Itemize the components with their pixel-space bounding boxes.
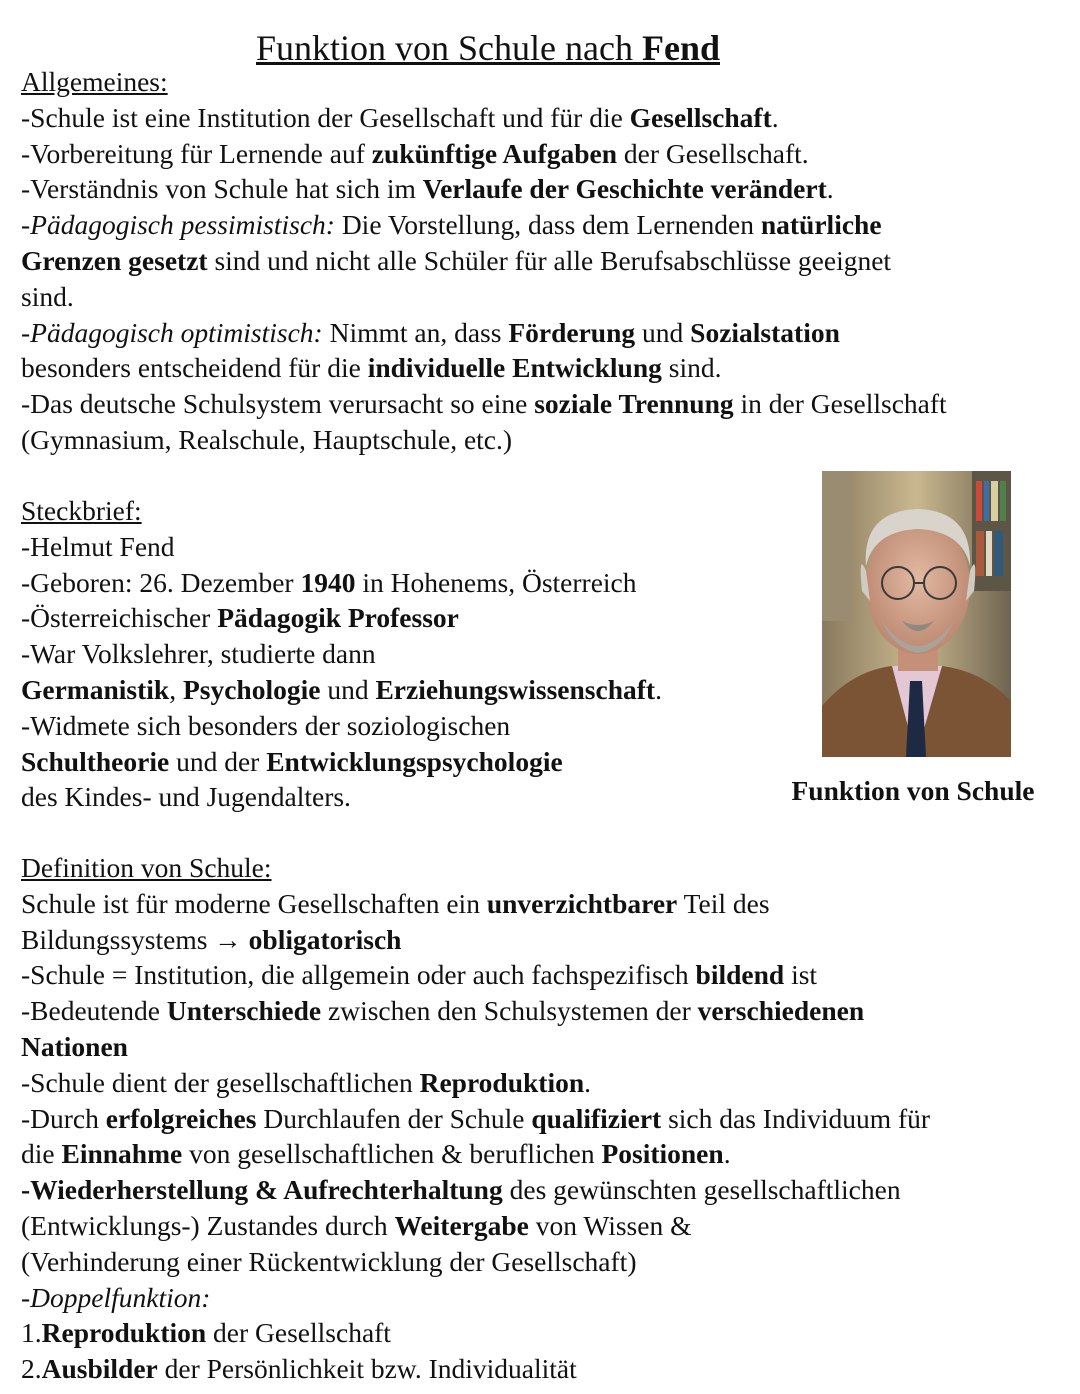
list-item: 1.Reproduktion der Gesellschaft <box>21 1317 391 1349</box>
text-line: Germanistik, Psychologie und Erziehungswissenschaft. <box>21 673 662 705</box>
section-steckbrief <box>21 493 781 815</box>
text-line: sind. <box>21 280 74 312</box>
text-line: -Österreichischer Pädagogik Professor <box>21 602 459 634</box>
section-allgemeines <box>21 64 1073 458</box>
portrait-photo <box>822 471 1011 757</box>
text-line: besonders entscheidend für die individuelle Entwicklung sind. <box>21 352 722 384</box>
text-line: -Doppelfunktion: <box>21 1281 211 1313</box>
text-line: -Wiederherstellung & Aufrechterhaltung des gewünschten gesellschaftlichen <box>21 1174 901 1206</box>
text-line: Schultheorie und der Entwicklungspsychologie <box>21 745 563 777</box>
text-line: des Kindes- und Jugendalters. <box>21 781 351 813</box>
text-line: Nationen <box>21 1030 128 1062</box>
section-definition <box>21 850 1073 1387</box>
text-line: -Vorbereitung für Lernende auf zukünftige Aufgaben der Gesellschaft. <box>21 137 809 169</box>
text-line: -Pädagogisch pessimistisch: Die Vorstellung, dass dem Lernenden natürliche <box>21 209 882 241</box>
text-line: Schule ist für moderne Gesellschaften ein unverzichtbarer Teil des <box>21 887 770 919</box>
section-heading-definition: Definition von Schule: <box>21 852 272 883</box>
text-line: (Gymnasium, Realschule, Hauptschule, etc.) <box>21 423 513 455</box>
list-item: 2.Ausbilder der Persönlichkeit bzw. Individualität <box>21 1353 577 1385</box>
text-line: -Bedeutende Unterschiede zwischen den Schulsystemen der verschiedenen <box>21 995 865 1027</box>
text-line: -Helmut Fend <box>21 530 175 562</box>
text-line: -Verständnis von Schule hat sich im Verlaufe der Geschichte verändert. <box>21 173 834 205</box>
text-line: -Pädagogisch optimistisch: Nimmt an, dass Förderung und Sozialstation <box>21 316 840 348</box>
text-line: Grenzen gesetzt sind und nicht alle Schüler für alle Berufsabschlüsse geeignet <box>21 244 892 276</box>
page-title: Funktion von Schule nach Fend <box>256 28 720 68</box>
text-line: -Schule = Institution, die allgemein oder auch fachspezifisch bildend ist <box>21 959 818 991</box>
text-line: (Verhinderung einer Rückentwicklung der Gesellschaft) <box>21 1245 637 1277</box>
section-heading-allgemeines: Allgemeines: <box>21 66 168 97</box>
text-line: Bildungssystems → obligatorisch <box>21 923 402 955</box>
section-heading-steckbrief: Steckbrief: <box>21 495 142 526</box>
text-line: -Schule dient der gesellschaftlichen Reproduktion. <box>21 1066 592 1098</box>
text-line: die Einnahme von gesellschaftlichen & beruflichen Positionen. <box>21 1138 731 1170</box>
text-line: -Durch erfolgreiches Durchlaufen der Schule qualifiziert sich das Individuum für <box>21 1102 931 1134</box>
photo-caption: Funktion von Schule <box>791 775 1035 806</box>
text-line: -Das deutsche Schulsystem verursacht so eine soziale Trennung in der Gesellschaft <box>21 388 947 420</box>
text-line: -Widmete sich besonders der soziologischen <box>21 709 511 741</box>
text-line: -Schule ist eine Institution der Gesellschaft und für die Gesellschaft. <box>21 101 779 133</box>
text-line: (Entwicklungs-) Zustandes durch Weitergabe von Wissen & <box>21 1209 692 1241</box>
text-line: -War Volkslehrer, studierte dann <box>21 638 376 670</box>
text-line: -Geboren: 26. Dezember 1940 in Hohenems, Österreich <box>21 566 637 598</box>
